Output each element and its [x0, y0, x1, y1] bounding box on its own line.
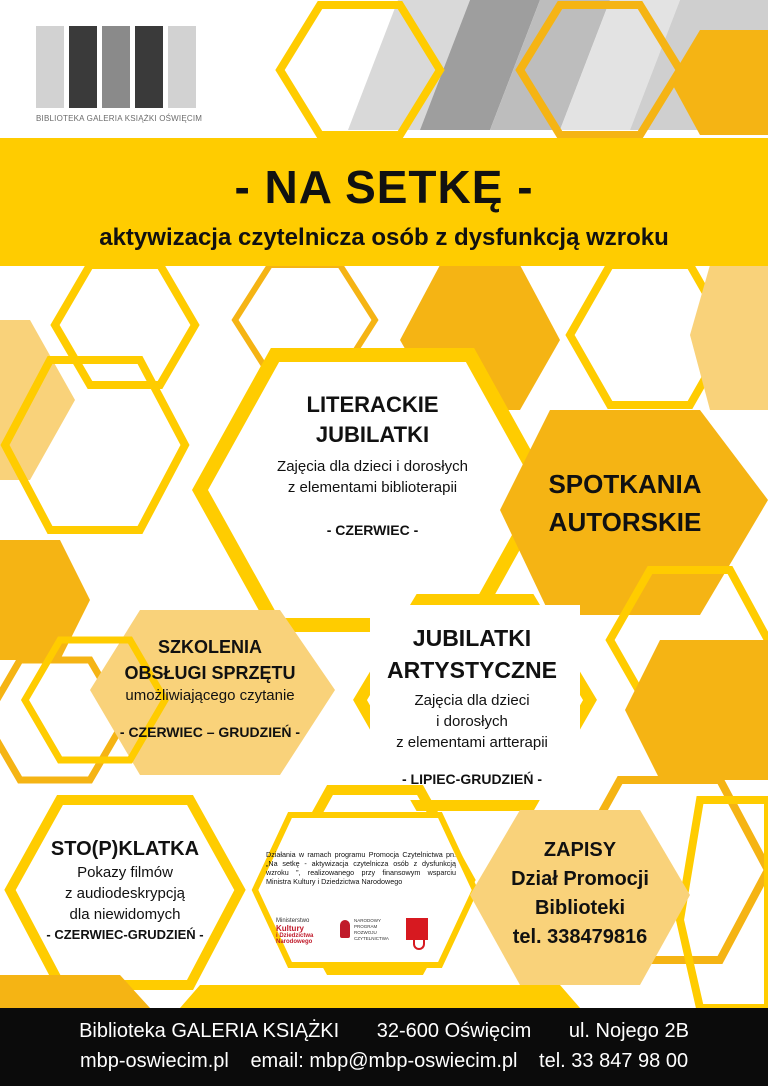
hex-filled-right-mid: [625, 640, 768, 780]
cell-text: Biblioteki: [534, 897, 625, 919]
footer-row-address: [0, 1008, 768, 1046]
logo-bar: [102, 26, 130, 108]
cell-text: Zajęcia dla dzieci i dorosłych: [277, 458, 468, 475]
cell-dates: - LIPIEC-GRUDZIEŃ -: [402, 771, 542, 787]
footer-postal: 32-600 Oświęcim: [376, 1020, 532, 1042]
hex-outline-upper-left: [55, 265, 195, 385]
cell-phone: tel. 338479816: [512, 926, 648, 948]
cell-dates: - CZERWIEC-GRUDZIEŃ -: [46, 927, 204, 942]
cell-title: SPOTKANIA: [548, 469, 702, 499]
footer-phone[interactable]: tel. 33 847 98 00: [539, 1050, 689, 1072]
library-logo: [36, 26, 203, 123]
cell-text: z audiodeskrypcją: [64, 885, 186, 902]
ministry-logo-text: Kultury: [276, 923, 304, 933]
cell-title: JUBILATKI: [412, 625, 532, 651]
footer-library-name: Biblioteka GALERIA KSIĄŻKI: [79, 1020, 340, 1042]
logo-bar: [36, 26, 64, 108]
cell-title: OBSŁUGI SPRZĘTU: [124, 663, 296, 683]
program-logo: [354, 918, 402, 942]
hex-outline-right-bottom: [680, 800, 768, 1008]
cell-spotkania: [530, 465, 720, 541]
cell-dates: - CZERWIEC -: [326, 522, 419, 538]
logo-bar: [135, 26, 163, 108]
cell-title: SZKOLENIA: [157, 637, 262, 657]
footer-website[interactable]: mbp-oswiecim.pl: [79, 1050, 229, 1072]
cell-title: ARTYSTYCZNE: [387, 657, 557, 683]
program-info: Działania w ramach programu Promocja Czytelnictwa pn. „Na setkę - aktywizacja czytelnicza osób z dysfunkcją wzroku ”, realizowanego przy finansowym wsparciu Ministra Kultury i Dziedzictwa Narodowego: [266, 850, 456, 886]
ministry-logo-text: i Dziedzictwa: [276, 932, 314, 939]
program-emblem-icon: [340, 920, 350, 938]
page-title: - NA SETKĘ -: [234, 161, 534, 213]
page-subtitle: aktywizacja czytelnicza osób z dysfunkcją wzroku: [99, 224, 669, 251]
cell-text: Dział Promocji: [511, 868, 649, 890]
cell-artystyczne: [362, 622, 582, 787]
partner-logo-icon: [406, 918, 428, 940]
logo-bar: [168, 26, 196, 108]
cell-title: ZAPISY: [543, 839, 617, 861]
cell-literackie: [210, 390, 535, 538]
cell-text: z elementami biblioterapii: [287, 479, 458, 496]
cell-text: umożliwiającego czytanie: [125, 687, 295, 704]
cell-zapisy: [485, 836, 675, 952]
cell-dates: - CZERWIEC – GRUDZIEŃ -: [119, 724, 301, 740]
cell-title: JUBILATKI: [315, 422, 430, 447]
program-logo-text: NARODOWY: [354, 918, 381, 923]
ministry-logo-text: Narodowego: [276, 939, 313, 945]
logo-text: BIBLIOTEKA GALERIA KSIĄŻKI OŚWIĘCIM: [36, 114, 203, 123]
ministry-logo: [276, 918, 326, 946]
cell-text: i dorosłych: [436, 713, 508, 730]
cell-stopklatka: [20, 836, 230, 945]
program-logo-text: PROGRAM: [354, 924, 378, 929]
footer-email[interactable]: email: mbp@mbp-oswiecim.pl: [250, 1050, 518, 1072]
cell-szkolenia: [95, 634, 325, 740]
cell-title: AUTORSKIE: [548, 507, 702, 537]
footer-street: ul. Nojego 2B: [568, 1020, 689, 1042]
logo-bars: [36, 26, 198, 108]
cell-text: Zajęcia dla dzieci: [414, 692, 530, 709]
cell-title: LITERACKIE: [306, 392, 439, 417]
footer-row-contact: [0, 1046, 768, 1076]
cell-text: z elementami artterapii: [396, 734, 548, 751]
program-logo-text: CZYTELNICTWA: [354, 936, 389, 941]
program-logo-text: ROZWOJU: [354, 930, 377, 935]
cell-text: dla niewidomych: [69, 906, 181, 923]
title-banner: [0, 138, 768, 266]
footer-contact: [0, 1008, 768, 1086]
logo-bar: [69, 26, 97, 108]
sponsor-logos: [276, 916, 446, 948]
ministry-logo-text: Ministerstwo: [276, 918, 310, 924]
cell-text: Pokazy filmów: [77, 864, 173, 881]
cell-title: STO(P)KLATKA: [50, 838, 200, 860]
hex-bottom-mid: [180, 985, 580, 1008]
